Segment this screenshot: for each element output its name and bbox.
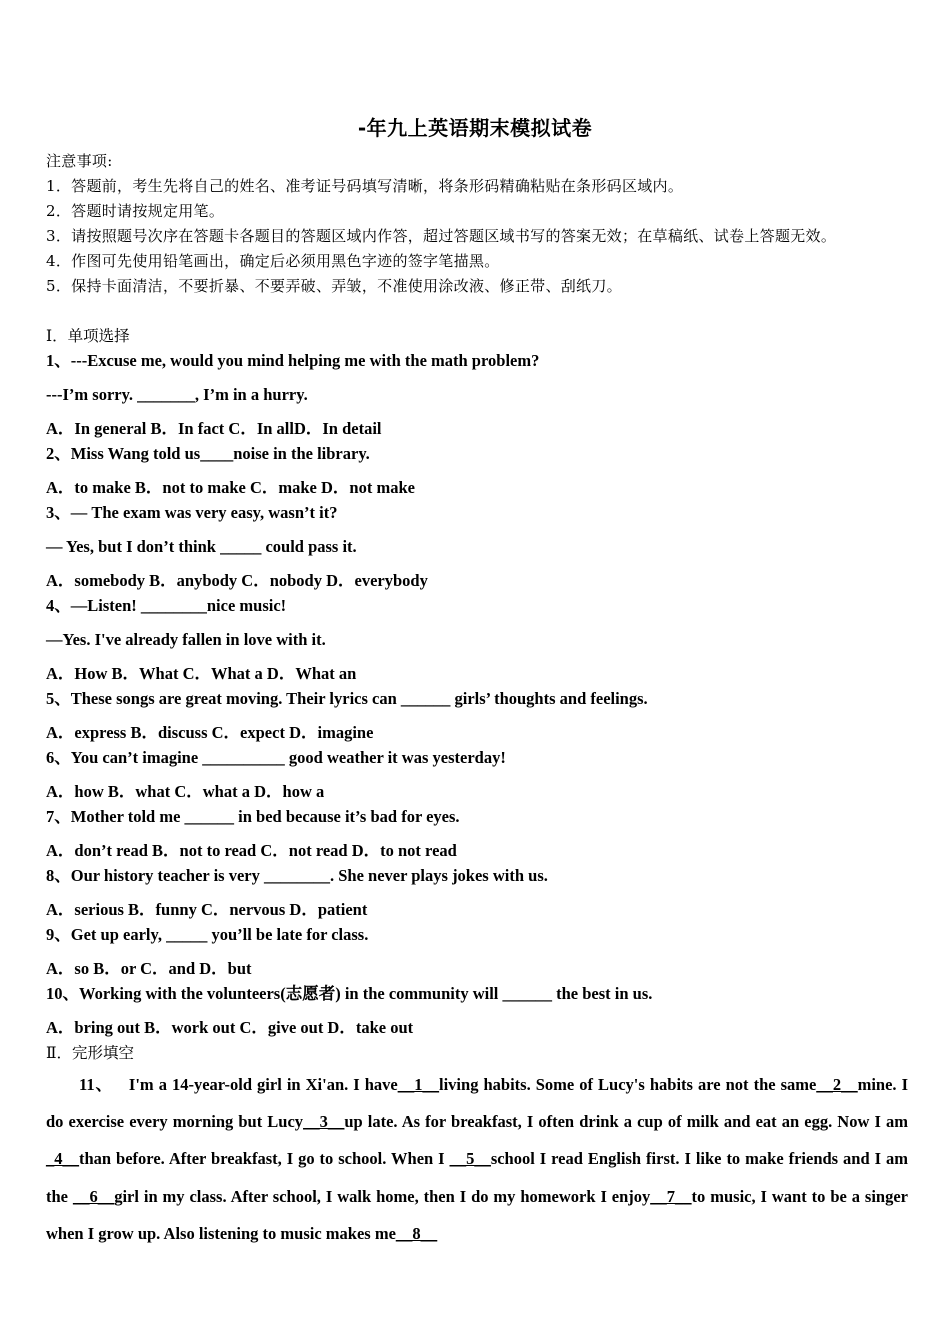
blank-5: __5__ bbox=[449, 1149, 491, 1169]
passage-text: girl in my class. After school, I walk home, then I do my homework I enjoy bbox=[114, 1186, 651, 1206]
notice-item: 3．请按照题号次序在答题卡各题目的答题区域内作答，超过答题区域书写的答案无效；在草稿纸、试卷上答题无效。 bbox=[46, 227, 837, 245]
question-options: A．serious B．funny C．nervous D．patient bbox=[46, 900, 368, 919]
notice-item: 5．保持卡面清洁，不要折暴、不要弄破、弄皱，不准使用涂改液、修正带、刮纸刀。 bbox=[46, 277, 622, 295]
passage-text: I'm a 14-year-old girl in Xi'an. I have bbox=[128, 1075, 398, 1094]
blank-4: _4__ bbox=[46, 1149, 79, 1169]
question-options: A．In general B．In fact C．In allD．In detail bbox=[46, 419, 382, 438]
question-options: A．How B．What C．What a D．What an bbox=[46, 664, 357, 683]
question-prompt: 9、Get up early, _____ you’ll be late for class. bbox=[46, 925, 369, 944]
question-prompt: 2、Miss Wang told us____noise in the library. bbox=[46, 444, 370, 463]
question-prompt: —Yes. I've already fallen in love with it. bbox=[46, 630, 326, 649]
blank-6: __6__ bbox=[72, 1186, 115, 1206]
question-number: 11、 bbox=[79, 1075, 113, 1094]
question-options: A．how B．what C．what a D．how a bbox=[46, 782, 325, 801]
page-title: -年九上英语期末模拟试卷 bbox=[357, 116, 593, 140]
passage-text: mine. I do exercise every morning but Lucy bbox=[46, 1075, 909, 1132]
blank-3: __3__ bbox=[303, 1112, 345, 1132]
section-heading: Ⅱ．完形填空 bbox=[46, 1044, 135, 1062]
notice-heading: 注意事项: bbox=[46, 152, 113, 170]
question-options: A．don’t read B．not to read C．not read D．to not read bbox=[46, 841, 457, 860]
question-prompt: 3、— The exam was very easy, wasn’t it? bbox=[46, 503, 338, 522]
passage-text: than before. After breakfast, I go to school. When I bbox=[79, 1149, 450, 1169]
question-options: A．to make B．not to make C．make D．not make bbox=[46, 478, 415, 497]
notice-item: 2．答题时请按规定用笔。 bbox=[46, 202, 225, 220]
question-prompt: 8、Our history teacher is very ________. She never plays jokes with us. bbox=[46, 866, 548, 885]
cloze-passage bbox=[46, 1066, 908, 1252]
section-heading: Ⅰ．单项选择 bbox=[46, 327, 130, 345]
blank-8: __8__ bbox=[395, 1223, 438, 1243]
question-options: A．bring out B．work out C．give out D．take out bbox=[46, 1018, 414, 1037]
notice-item: 1．答题前，考生先将自己的姓名、准考证号码填写清晰，将条形码精确粘贴在条形码区域内。 bbox=[46, 177, 684, 195]
question-options: A．somebody B．anybody C．nobody D．everybody bbox=[46, 571, 428, 590]
question-prompt: ---I’m sorry. _______, I’m in a hurry. bbox=[46, 385, 308, 404]
blank-7: __7__ bbox=[650, 1186, 692, 1206]
question-prompt: 4、—Listen! ________nice music! bbox=[46, 596, 287, 615]
question-options: A．so B．or C．and D．but bbox=[46, 959, 252, 978]
passage-text: living habits. Some of Lucy's habits are not the same bbox=[439, 1075, 817, 1094]
question-prompt: — Yes, but I don’t think _____ could pass it. bbox=[46, 537, 357, 556]
question-prompt: 6、You can’t imagine __________ good weather it was yesterday! bbox=[46, 748, 506, 767]
passage-text: to music, I want to be a singer when I grow up. Also listening to music makes me bbox=[46, 1186, 909, 1243]
question-options: A．express B．discuss C．expect D．imagine bbox=[46, 723, 374, 742]
question-prompt: 10、Working with the volunteers(志愿者) in the community will ______ the best in us. bbox=[46, 984, 653, 1003]
question-prompt: 1、---Excuse me, would you mind helping me with the math problem? bbox=[46, 351, 540, 370]
blank-2: __2__ bbox=[816, 1075, 858, 1094]
question-prompt: 7、Mother told me ______ in bed because it’s bad for eyes. bbox=[46, 807, 460, 826]
question-prompt: 5、These songs are great moving. Their lyrics can ______ girls’ thoughts and feelings. bbox=[46, 689, 648, 708]
notice-item: 4．作图可先使用铅笔画出，确定后必须用黑色字迹的签字笔描黑。 bbox=[46, 252, 500, 270]
blank-1: __1__ bbox=[397, 1075, 440, 1094]
passage-text: school I read English first. I like to make friends and I am the bbox=[46, 1149, 908, 1206]
passage-text: up late. As for breakfast, I often drink a cup of milk and eat an egg. Now I am bbox=[344, 1112, 908, 1132]
